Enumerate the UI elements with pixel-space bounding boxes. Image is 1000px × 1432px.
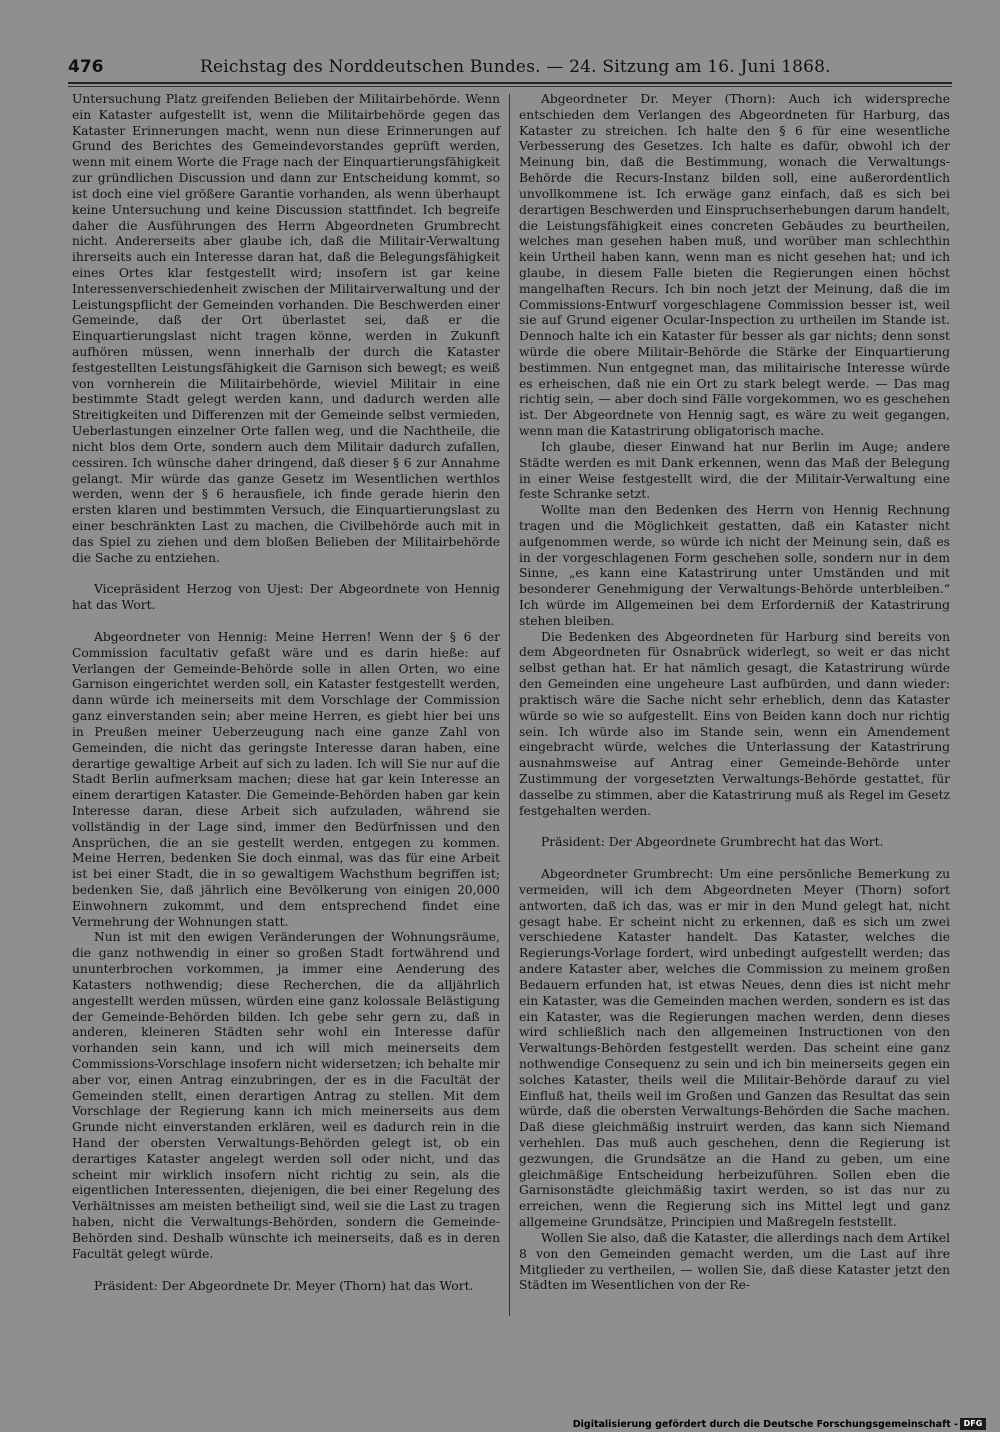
paragraph-gap <box>72 614 500 630</box>
paragraph: Ich glaube, dieser Einwand hat nur Berlin im Auge; andere Städte werden es mit Dank erkennen, wenn das Maß der Belegung in einer Weise festgestellt wird, die der Militair-Verwaltung eine feste Schranke setzt. <box>519 439 950 502</box>
footer-text: Digitalisierung gefördert durch die Deutsche Forschungsgemeinschaft - <box>572 1419 958 1430</box>
paragraph: Wollte man den Bedenken des Herrn von Hennig Rechnung tragen und die Möglichkeit gestatten, daß ein Kataster nicht aufgenommen werde, so würde ich nicht der Meinung sein, daß es in der vorgeschlagenen Form geschehen solle, sondern nur in dem Sinne, „es kann eine Katastrirung unter Umständen und mit besonderer Genehmigung der Verwaltungs-Behörde unterbleiben.“ Ich würde im Allgemeinen bei dem Erforderniß der Katastrirung stehen bleiben. <box>519 503 950 628</box>
paragraph-gap <box>519 851 950 867</box>
paragraph: Wollen Sie also, daß die Kataster, die allerdings nach dem Artikel 8 von den Gemeinden gemacht werden, um die Last auf ihre Mitglieder zu vertheilen, — wollen Sie, daß diese Kataster jetzt den Städten im Wesentlichen von der Re- <box>519 1230 950 1293</box>
header-rule <box>68 82 952 84</box>
speaker-paragraph: Abgeordneter von Hennig: Meine Herren! Wenn der § 6 der Commission facultativ gefaßt wäre und es darin hieße: auf Verlangen der Gemeinde-Behörde solle in allen Orten, wo eine Garnison eingerichtet werden soll, ein Kataster festgestellt werden, dann würde ich meinerseits mit dem Vorschlage der Commission ganz einverstanden sein; aber meine Herren, es giebt hier bei uns in Preußen meiner Ueberzeugung nach eine ganze Zahl von Gemeinden, die nicht das geringste Interesse daran haben, eine derartige gewaltige Arbeit auf sich zu laden. Ich will Sie nur auf die Stadt Berlin aufmerksam machen; diese hat gar kein Interesse an einem derartigen Kataster. Die Gemeinde-Behörden haben gar kein Interesse daran, diese Arbeit sich aufzuladen, während sie vollständig in der Lage sind, immer den Bedürfnissen und den Ansprüchen, die an sie gestellt werden, entgegen zu kommen. Meine Herren, bedenken Sie doch einmal, was das für eine Arbeit ist bei einer Stadt, die in so gewaltigem Wachsthum begriffen ist; bedenken Sie, daß jährlich eine Bevölkerung von einigen 20,000 Einwohnern zukommt, und dem entsprechend findet eine Vermehrung der Wohnungen statt. <box>72 630 500 929</box>
page-number: 476 <box>68 57 104 77</box>
paragraph-gap <box>519 819 950 835</box>
running-title: Reichstag des Norddeutschen Bundes. — 24. Sitzung am 16. Juni 1868. <box>200 57 831 77</box>
paragraph: Untersuchung Platz greifenden Belieben der Militairbehörde. Wenn ein Kataster aufgestellt ist, wenn die Militairbehörde gegen das Kataster Erinnerungen macht, wenn nun diese Erinnerungen auf Grund des Berichtes des Gemeindevorstandes geprüft werden, wenn mit einem Worte die Frage nach der Einquartierungsfähigkeit zur gründlichen Discussion und dann zur Entscheidung kommt, so ist doch eine viel größere Garantie vorhanden, als wenn überhaupt keine Untersuchung und keine Discussion stattfindet. Ich begreife daher die Ausführungen des Herrn Abgeordneten Grumbrecht nicht. Andererseits aber glaube ich, daß die Militair-Verwaltung ihrerseits auch ein Interesse daran hat, daß die Belegungsfähigkeit eines Ortes klar festgestellt wird; insofern ist gar keine Interessenverschiedenheit zwischen der Militairverwaltung und der Leistungspflicht der Gemeinden vorhanden. Die Beschwerden einer Gemeinde, daß der Ort überlastet sei, daß er die Einquartierungslast nicht tragen könne, werden in Zukunft aufhören müssen, wenn innerhalb der durch die Kataster festgestellten Leistungsfähigkeit die Garnison sich bewegt; es weiß von vornherein die Militairbehörde, wieviel Militair in eine bestimmte Stadt gelegt werden kann, und dadurch werden alle Streitigkeiten und Differenzen mit der Gemeinde selbst vermieden, Ueberlastungen einzelner Orte fallen weg, und die Nachtheile, die nicht blos dem Orte, sondern auch dem Militair dadurch zufallen, cessiren. Ich wünsche daher dringend, daß dieser § 6 zur Annahme gelangt. Mir würde das ganze Gesetz im Wesentlichen werthlos werden, wenn der § 6 herausfiele, ich finde gerade hierin den ersten klaren und bestimmten Versuch, die Einquartierungslast zu einer beschränkten Last zu machen, die Civilbehörde auch mit in das Spiel zu ziehen und dem bloßen Belieben der Militairbehörde die Sache zu entziehen. <box>72 92 500 565</box>
speaker-paragraph: Präsident: Der Abgeordnete Dr. Meyer (Thorn) hat das Wort. <box>94 1278 474 1293</box>
left-column <box>72 92 500 1294</box>
paragraph: Nun ist mit den ewigen Veränderungen der Wohnungsräume, die ganz nothwendig in einer so großen Stadt fortwährend und ununterbrochen vorkommen, ja immer eine Aenderung des Katasters nothwendig; diese Recherchen, die da alljährlich angestellt werden müssen, würden eine ganz kolossale Belästigung der Gemeinde-Behörden bilden. Ich gebe sehr gern zu, daß in anderen, kleineren Städten sehr wohl ein Interesse dafür vorhanden sein kann, und ich will mich meinerseits dem Commissions-Vorschlage insofern nicht widersetzen; ich behalte mir aber vor, einen Antrag einzubringen, der es in die Facultät der Gemeinden stellt, einen derartigen Antrag zu stellen. Mit dem Vorschlage der Regierung kann ich mich meinerseits aus dem Grunde nicht einverstanden erklären, weil es dadurch rein in die Hand der obersten Verwaltungs-Behörden gelegt ist, ob ein derartiges Kataster angelegt werden soll oder nicht, und das scheint mir wirklich insofern nicht richtig zu sein, als die eigentlichen Interessenten, diejenigen, die bei einer Regelung des Verhältnisses am meisten betheiligt sind, weil sie die Last zu tragen haben, nicht die Verwaltungs-Behörden, sondern die Gemeinde-Behörden sind. Deshalb wünschte ich meinerseits, daß es in deren Facultät gelegt würde. <box>72 930 500 1261</box>
paragraph-gap <box>72 1263 500 1279</box>
speaker-paragraph: Präsident: Der Abgeordnete Grumbrecht hat das Wort. <box>541 835 884 850</box>
page-header <box>68 55 948 83</box>
paragraph: Die Bedenken des Abgeordneten für Harburg sind bereits von dem Abgeordneten für Osnabrück widerlegt, so weit er das nicht selbst gethan hat. Er hat nämlich gesagt, die Katastrirung würde den Gemeinden eine ungeheure Last aufbürden, und dann wieder: praktisch wäre die Sache nicht sehr erheblich, denn das Kataster würde so wie so aufgestellt. Eins von Beiden kann doch nur richtig sein. Ich würde also im Stande sein, wenn ein Amendement eingebracht würde, welches die Unterlassung der Katastrirung ausnahmsweise auf Antrag einer Gemeinde-Behörde unter Zustimmung der vorgesetzten Verwaltungs-Behörde gestattet, für dasselbe zu stimmen, aber die Katastrirung muß als Regel im Gesetz festgehalten werden. <box>519 629 950 818</box>
header-rule-thin <box>68 86 952 87</box>
speaker-paragraph: Vicepräsident Herzog von Ujest: Der Abgeordnete von Hennig hat das Wort. <box>72 582 500 613</box>
paragraph-gap <box>72 566 500 582</box>
footer-credit <box>572 1417 990 1432</box>
column-divider <box>509 94 510 1316</box>
right-column <box>519 92 950 1294</box>
speaker-paragraph: Abgeordneter Dr. Meyer (Thorn): Auch ich widerspreche entschieden dem Verlangen des Abgeordneten für Harburg, das Kataster zu streichen. Ich halte den § 6 für eine wesentliche Verbesserung des Gesetzes. Ich halte es dafür, obwohl ich der Meinung bin, daß die Bestimmung, wonach die Verwaltungs-Behörde die Recurs-Instanz bilden soll, eine außerordentlich unvollkommene ist. Ich erwäge ganz einfach, daß es sich bei derartigen Beschwerden und Einspruchserhebungen darum handelt, die Leistungsfähigkeit eines concreten Gebäudes zu beurtheilen, welches man gesehen haben muß, und worüber man schlechthin kein Urtheil haben kann, wenn man es nicht gesehen hat; und ich glaube, in diesem Falle bieten die Regierungen einen höchst mangelhaften Recurs. Ich bin noch jetzt der Meinung, daß die im Commissions-Entwurf vorgeschlagene Commission besser ist, weil sie auf Grund eigener Ocular-Inspection zu urtheilen im Stande ist. Dennoch halte ich ein Kataster für besser als gar nichts; denn sonst würde die obere Militair-Behörde die Stärke der Einquartierung bestimmen. Nun entgegnet man, das militairische Interesse würde es erheischen, daß nie ein Ort zu stark belegt werde. — Das mag richtig sein, — aber doch sind Fälle vorgekommen, wo es geschehen ist. Der Abgeordnete von Hennig sagt, es wäre zu weit gegangen, wenn man die Katastrirung obligatorisch mache. <box>519 92 950 439</box>
speaker-paragraph: Abgeordneter Grumbrecht: Um eine persönliche Bemerkung zu vermeiden, will ich dem Abgeordneten Meyer (Thorn) sofort antworten, daß ich das, was er mir in den Mund gelegt hat, nicht gesagt habe. Er scheint nicht zu erkennen, daß es sich um zwei verschiedene Kataster handelt. Das Kataster, welches die Regierungs-Vorlage fordert, wird unbedingt aufgestellt werden; das andere Kataster aber, welches die Commission zu meinem großen Bedauern erfunden hat, ist etwas Neues, denn dies ist nicht mehr ein Kataster, was die Gemeinden machen werden, sondern es ist das ein Kataster, was die Regierungen machen werden, denn dieses wird schließlich nach den allgemeinen Instructionen von den Verwaltungs-Behörden festgestellt werden. Das scheint eine ganz nothwendige Consequenz zu sein und ich bin meinerseits gegen ein solches Kataster, theils weil die Militair-Behörde darauf zu viel Einfluß hat, theils weil im Großen und Ganzen das Resultat das sein würde, daß die obersten Verwaltungs-Behörden die Sache machen. Daß diese gleichmäßig instruirt werden, das kann sich Niemand verhehlen. Das muß auch geschehen, denn die Regierung ist gezwungen, die Grundsätze an die Hand zu geben, um eine gleichmäßige Entscheidung herbeizuführen. Sollen eben die Garnisonstädte gleichmäßig taxirt werden, so ist das nur zu erreichen, wenn die Regierung sich ins Mittel legt und ganz allgemeine Grundsätze, Principien und Maßregeln feststellt. <box>519 867 950 1230</box>
dfg-logo: DFG <box>960 1418 986 1430</box>
